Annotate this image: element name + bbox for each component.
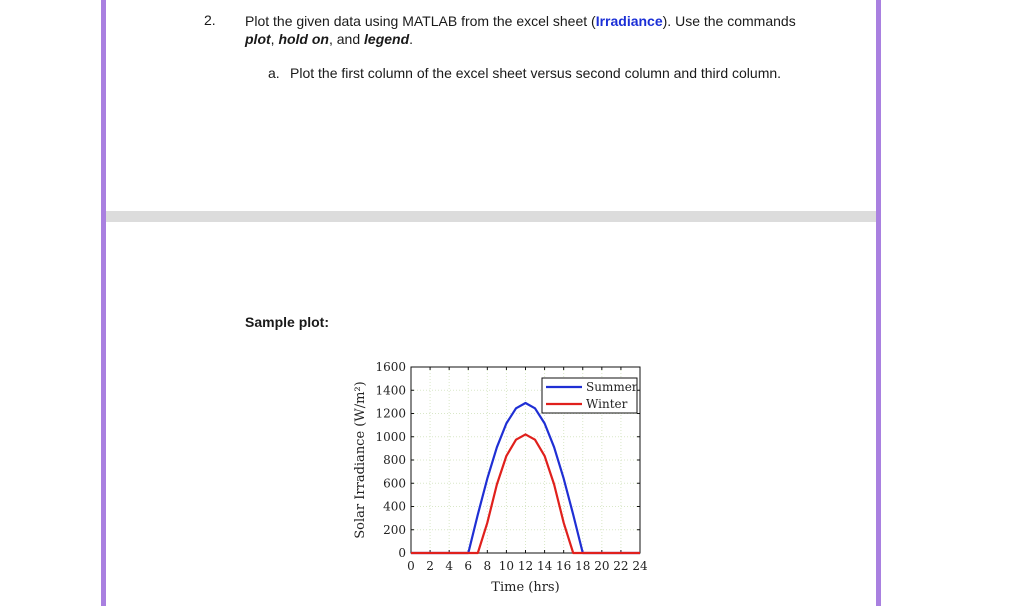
x-axis-label: Time (hrs) xyxy=(491,580,560,595)
x-tick-label: 4 xyxy=(445,559,453,573)
y-tick-label: 400 xyxy=(383,499,406,514)
question-intro: Plot the given data using MATLAB from the excel sheet ( xyxy=(245,13,596,29)
subquestion-text: Plot the first column of the excel sheet versus second column and third column. xyxy=(290,65,782,81)
x-tick-label: 22 xyxy=(613,559,629,573)
subquestion-letter: a. xyxy=(268,65,280,81)
y-tick-label: 200 xyxy=(383,522,406,537)
y-tick-label: 0 xyxy=(398,546,406,560)
question-after-sheet: ). Use the commands xyxy=(662,13,796,29)
x-tick-label: 6 xyxy=(464,559,473,573)
question-sep1: , xyxy=(270,31,279,47)
command-hold-on: hold on xyxy=(278,31,329,47)
question-text xyxy=(245,12,805,48)
y-tick-label: 800 xyxy=(383,453,406,467)
irradiance-chart xyxy=(340,352,660,602)
sheet-name: Irradiance xyxy=(595,13,663,29)
x-tick-label: 16 xyxy=(556,559,572,573)
x-tick-label: 10 xyxy=(498,559,515,573)
y-tick-label: 1400 xyxy=(375,383,406,398)
subquestion-a xyxy=(268,64,808,82)
x-tick-label: 8 xyxy=(483,559,492,573)
question-sep2: , and xyxy=(328,31,365,47)
y-tick-label: 1600 xyxy=(375,360,406,374)
page-separator xyxy=(106,211,876,222)
x-tick-label: 14 xyxy=(536,559,553,573)
x-tick-label: 20 xyxy=(594,559,610,573)
page-border-right xyxy=(876,0,881,606)
x-tick-label: 12 xyxy=(517,559,534,573)
command-plot: plot xyxy=(245,31,271,47)
question-end: . xyxy=(409,31,414,47)
x-tick-label: 2 xyxy=(426,559,434,573)
x-tick-label: 0 xyxy=(407,559,415,573)
y-tick-label: 600 xyxy=(383,476,406,491)
sample-plot-label: Sample plot: xyxy=(245,314,330,330)
y-tick-label: 1000 xyxy=(375,429,406,444)
y-tick-label: 1200 xyxy=(375,406,406,421)
x-tick-label: 24 xyxy=(632,559,648,573)
y-axis-label: Solar Irradiance (W/m²) xyxy=(353,381,368,539)
x-tick-label: 18 xyxy=(575,559,591,573)
question-number: 2. xyxy=(204,12,216,28)
legend-label-winter: Winter xyxy=(586,397,628,411)
command-legend: legend xyxy=(364,31,410,47)
legend-label-summer: Summer xyxy=(586,380,638,394)
